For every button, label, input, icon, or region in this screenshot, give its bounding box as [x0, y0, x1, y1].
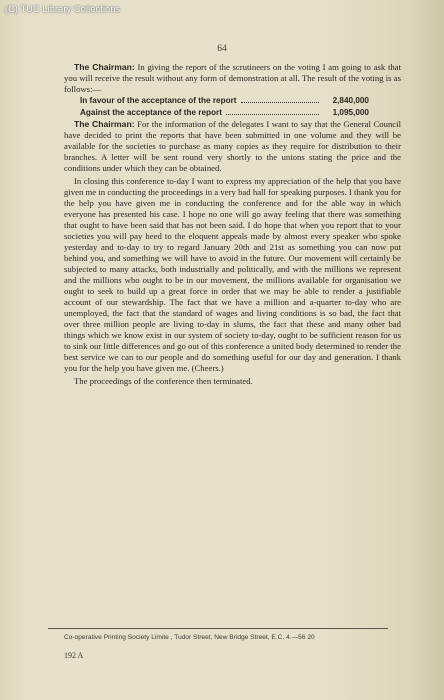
body-text — [64, 62, 401, 387]
paragraph-text: For the information of the delegates I want to say that the General Council have decided to print the reports that have been submitted in one volume and they will be available for the societies to purchase as many copies as they require for distribution to their branches. A letter will be sent round very shortly to the unions stating the price and the conditions under which they can be obtained. — [64, 119, 401, 173]
vote-row-against — [80, 107, 369, 119]
printer-imprint: Co-operative Printing Society Limite , Tudor Street, New Bridge Street, E.C. 4.—56 20 — [64, 634, 315, 641]
watermark: (C) TUC Library Collections — [5, 4, 121, 14]
vote-label: Against the acceptance of the report — [80, 108, 222, 117]
paragraph-chairman-scrutineers — [64, 62, 401, 95]
vote-row-favour — [80, 95, 369, 107]
speaker-label: The Chairman: — [74, 62, 135, 72]
paragraph-termination: The proceedings of the conference then terminated. — [74, 376, 253, 386]
footer-divider — [48, 628, 388, 629]
paragraph-closing-speech: In closing this conference to-day I want to express my appreciation of the help that you have given me in conducting the proceedings in a very bad hall for speaking purposes. I thank you for the help you have given me in conducting the conference and for the able way in which everyone has presented his case. I hope no one will go away feeling that there was something that ought to have been said that has not been said. I do hope that when you report that to your societies you will pay heed to the eloquent appeals made by almost every speaker who spoke yesterday and to-day to try to regard January 20th and 21st as something you can now put behind you, and something we will have to avoid in the future. Our movement will certainly be subjected to many attacks, both industrially and politically, and with the millions we represent and the millions who ought to be in our movement, the millions available for organisation we ought to seek to build up a great force in order that we may be able to render a justifiable account of our stewardship. The fact that we have a million and a-quarter to-day who are unemployed, the fact that the standard of wages and living conditions is so bad, the fact that over three million people are living to-day in slums, the fact that these and many other bad things which we know exist in our system of society to-day, ought to be sufficient reason for us to sink our little differences and go out of this conference a united body determined to render the best service we can to our people and do something useful for our day and generation. I thank you for the help you have given me. (Cheers.) — [64, 176, 401, 373]
speaker-label: The Chairman: — [74, 119, 135, 129]
vote-results — [64, 95, 401, 119]
dot-leader — [241, 102, 320, 103]
vote-value: 2,840,000 — [332, 96, 369, 105]
vote-label: In favour of the acceptance of the report — [80, 96, 237, 105]
dot-leader — [226, 114, 319, 115]
paragraph-chairman-reports — [64, 119, 401, 174]
vote-value: 1,095,000 — [332, 108, 369, 117]
sheet-mark: 192 A — [64, 651, 84, 660]
page-number: 64 — [217, 44, 227, 54]
paragraph-text: In giving the report of the scrutineers on the voting I am going to ask that you will receive the result without any form of demonstration at all. The result of the voting is as follows:— — [64, 62, 401, 94]
